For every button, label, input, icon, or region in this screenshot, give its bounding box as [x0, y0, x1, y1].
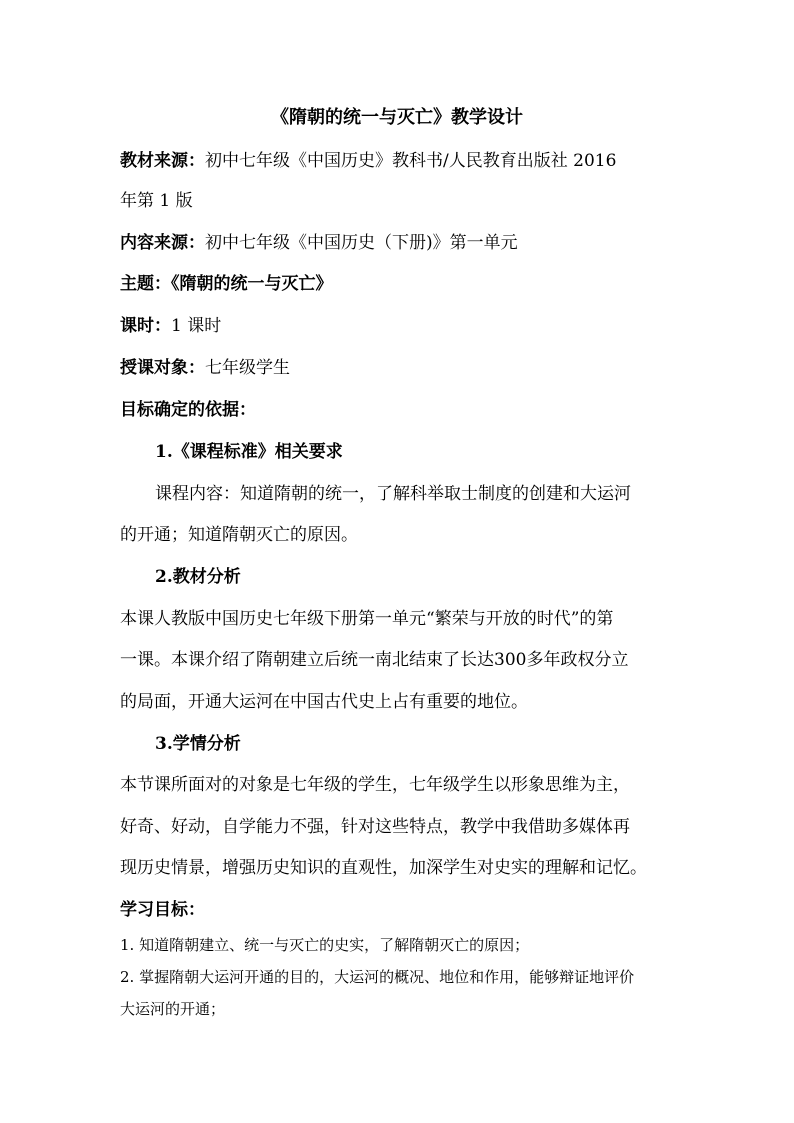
textbook-source-line — [120, 149, 680, 173]
curriculum-paragraph-line: 课程内容：知道隋朝的统一，了解科举取士制度的创建和大运河 — [155, 484, 631, 504]
learning-goal-item: 2. 掌握隋朝大运河开通的目的，大运河的概况、地位和作用，能够辩证地评价 — [120, 968, 635, 986]
learning-goals-heading: 学习目标： — [120, 900, 205, 920]
textbook-source-label: 教材来源： — [120, 151, 205, 171]
audience-label: 授课对象： — [120, 358, 205, 378]
textbook-source-text: 初中七年级《中国历史》教科书/人民教育出版社 2016 — [205, 151, 617, 171]
textbook-analysis-line: 本课人教版中国历史七年级下册第一单元“繁荣与开放的时代”的第 — [120, 609, 614, 629]
topic-line — [120, 272, 680, 296]
textbook-analysis-line: 一课。本课介绍了隋朝建立后统一南北结束了长达300多年政权分立 — [120, 650, 629, 670]
class-period-text: 1 课时 — [171, 316, 222, 336]
curriculum-paragraph-line: 的开通；知道隋朝灭亡的原因。 — [120, 525, 358, 545]
textbook-analysis-heading: 2.教材分析 — [155, 567, 241, 587]
class-period-line — [120, 314, 680, 338]
student-analysis-line: 现历史情景，增强历史知识的直观性，加深学生对史实的理解和记忆。 — [120, 858, 647, 878]
student-analysis-heading: 3.学情分析 — [155, 734, 241, 754]
topic-label: 主题： — [120, 274, 171, 294]
audience-line — [120, 356, 680, 380]
content-source-line — [120, 231, 680, 255]
curriculum-standard-heading: 1.《课程标准》相关要求 — [155, 442, 343, 462]
content-source-text: 初中七年级《中国历史（下册)》第一单元 — [205, 233, 518, 253]
class-period-label: 课时： — [120, 316, 171, 336]
student-analysis-line: 好奇、好动，自学能力不强，针对这些特点，教学中我借助多媒体再 — [120, 817, 630, 837]
basis-heading: 目标确定的依据： — [120, 400, 256, 420]
content-source-label: 内容来源： — [120, 233, 205, 253]
topic-text: 《隋朝的统一与灭亡》 — [171, 274, 333, 294]
audience-text: 七年级学生 — [205, 358, 290, 378]
textbook-analysis-line: 的局面，开通大运河在中国古代史上占有重要的地位。 — [120, 692, 528, 712]
student-analysis-line: 本节课所面对的对象是七年级的学生，七年级学生以形象思维为主， — [120, 775, 630, 795]
document-title: 《隋朝的统一与灭亡》教学设计 — [271, 107, 523, 128]
textbook-source-continued: 年第 1 版 — [120, 191, 193, 211]
learning-goal-item-continued: 大运河的开通； — [120, 1000, 226, 1018]
learning-goal-item: 1. 知道隋朝建立、统一与灭亡的史实，了解隋朝灭亡的原因； — [120, 936, 530, 954]
